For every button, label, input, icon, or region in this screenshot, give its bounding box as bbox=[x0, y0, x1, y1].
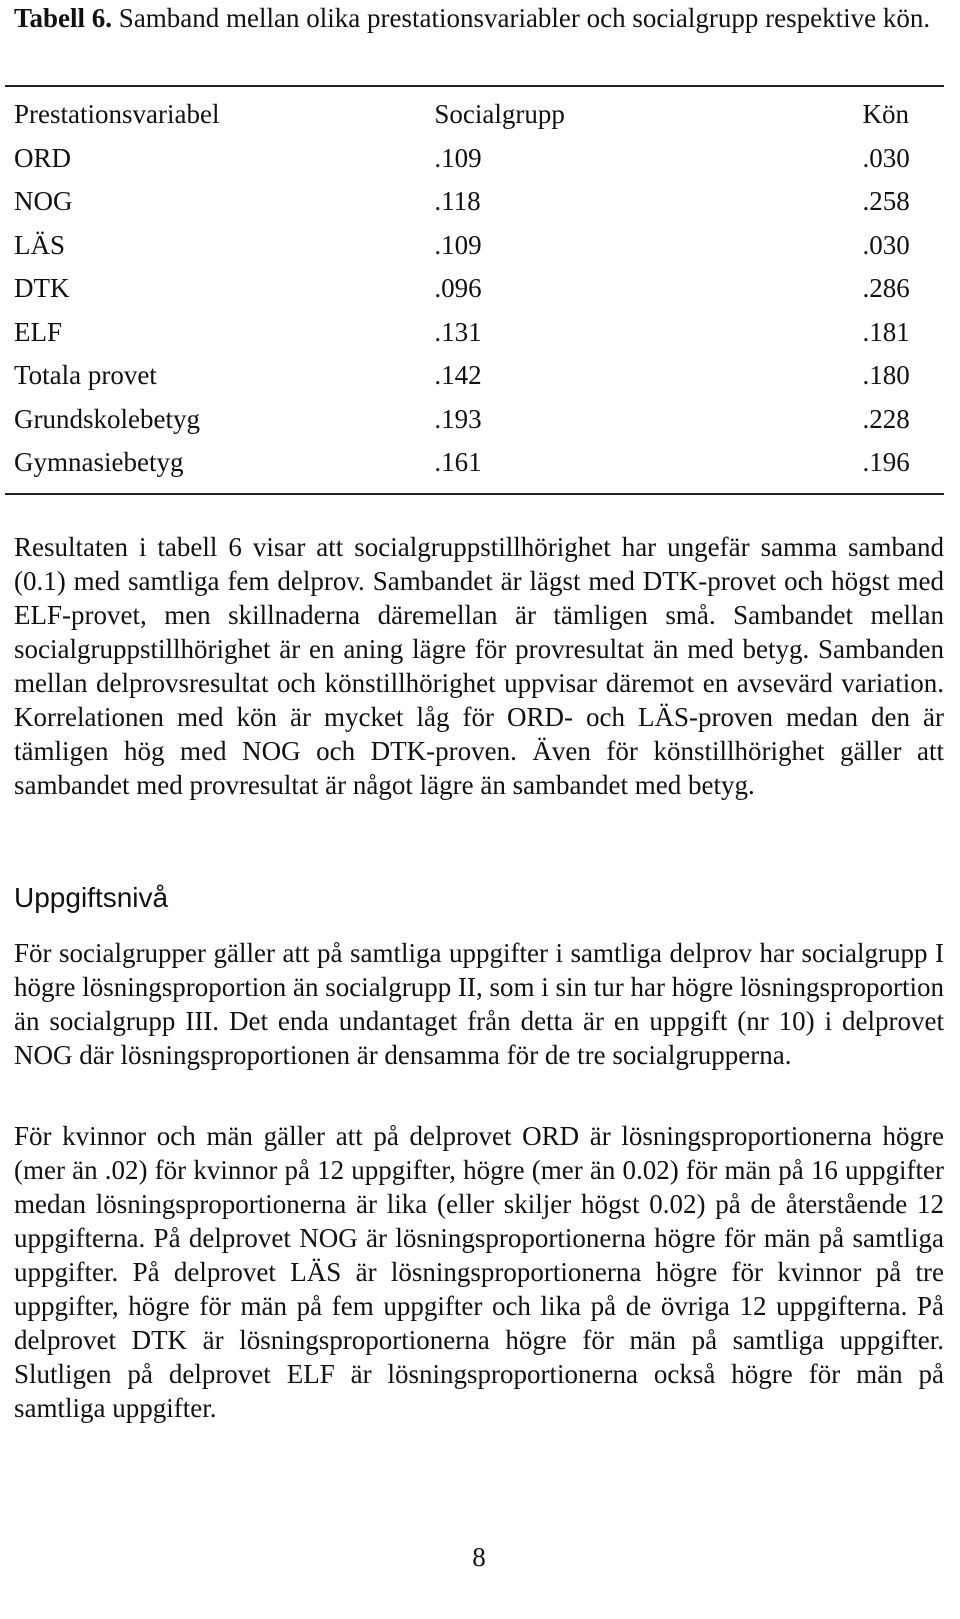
table-row bbox=[5, 354, 944, 398]
table-caption bbox=[14, 0, 944, 36]
table-cell: .228 bbox=[862, 403, 910, 434]
table-cell: NOG bbox=[14, 186, 73, 216]
page-number: 8 bbox=[472, 1542, 486, 1572]
table-top-rule bbox=[5, 85, 944, 87]
table-cell: .196 bbox=[862, 447, 910, 477]
table-row bbox=[5, 311, 944, 355]
table-row bbox=[5, 224, 944, 268]
table-cell: .030 bbox=[862, 142, 910, 173]
table-cell: .193 bbox=[434, 403, 482, 434]
table-cell: .096 bbox=[434, 273, 482, 303]
data-table bbox=[5, 93, 944, 485]
table-row bbox=[5, 137, 944, 181]
table-bottom-rule bbox=[5, 493, 944, 495]
table-cell: .109 bbox=[434, 142, 482, 173]
table-cell: ELF bbox=[14, 316, 63, 347]
table-cell: .286 bbox=[862, 273, 910, 303]
table-row bbox=[5, 441, 944, 485]
table-cell: Totala provet bbox=[14, 360, 157, 390]
table-row bbox=[5, 180, 944, 224]
table-cell: Grundskolebetyg bbox=[14, 403, 200, 434]
column-header: Socialgrupp bbox=[434, 99, 565, 129]
section-heading: Uppgiftsnivå bbox=[14, 882, 169, 913]
table-cell: .161 bbox=[434, 447, 482, 477]
table-cell: .180 bbox=[862, 360, 910, 390]
table-row bbox=[5, 398, 944, 442]
table-cell: .131 bbox=[434, 316, 482, 347]
paragraph-socialgroups: För socialgrupper gäller att på samtliga uppgifter i samtliga delprov har socialgrupp I högre lösningsproportion än socialgrupp II, som i sin tur har högre lösningsproportion än socialgrupp III. Det enda undantaget från detta är en uppgift (nr 10) i delprovet NOG där lösningsproportionen är densamma för de tre socialgrupperna. bbox=[14, 938, 944, 1070]
table-header-row bbox=[5, 93, 944, 137]
data-table-container bbox=[5, 85, 944, 495]
column-header: Prestationsvariabel bbox=[14, 99, 220, 129]
table-cell: DTK bbox=[14, 273, 70, 303]
table-cell: Gymnasiebetyg bbox=[14, 447, 184, 477]
table-cell: .030 bbox=[862, 229, 910, 260]
table-row bbox=[5, 267, 944, 311]
table-cell: ORD bbox=[14, 142, 72, 173]
table-cell: .118 bbox=[434, 186, 481, 216]
table-caption-text: Samband mellan olika prestationsvariabler och socialgrupp respektive kön. bbox=[118, 3, 931, 33]
table-cell: .258 bbox=[862, 186, 910, 216]
table-cell: .142 bbox=[434, 360, 482, 390]
table-cell: LÄS bbox=[14, 229, 66, 260]
column-header: Kön bbox=[862, 99, 909, 129]
table-caption-label: Tabell 6. bbox=[14, 3, 113, 33]
paragraph-results: Resultaten i tabell 6 visar att socialgruppstillhörighet har ungefär samma samband (0.1) med samtliga fem delprov. Sambandet är lägst med DTK-provet och högst med ELF-provet, men skillnaderna däremellan är tämligen små. Sambandet mellan socialgruppstillhörighet är en aning lägre för provresultat än med betyg. Sambanden mellan delprovsresultat och könstillhörighet uppvisar däremot en avsevärd variation. Korrelationen med kön är mycket låg för ORD- och LÄS-proven medan den är tämligen hög med NOG och DTK-proven. Även för könstillhörighet gäller att sambandet med provresultat är något lägre än sambandet med betyg. bbox=[14, 532, 944, 800]
paragraph-gender: För kvinnor och män gäller att på delprovet ORD är lösningsproportionerna högre (mer än .02) för kvinnor på 12 uppgifter, högre (mer än 0.02) för män på 16 uppgifter medan lösningsproportionerna är lika (eller skiljer högst 0.02) på de återstående 12 uppgifterna. På delprovet NOG är lösningsproportionerna högre för män på samtliga uppgifter. På delprovet LÄS är lösningsproportionerna högre för kvinnor på tre uppgifter, högre för män på fem uppgifter och lika på de övriga 12 uppgifterna. På delprovet DTK är lösningsproportionerna högre för män på samtliga uppgifter. Slutligen på delprovet ELF är lösningsproportionerna också högre för män på samtliga uppgifter. bbox=[14, 1121, 944, 1423]
table-cell: .181 bbox=[862, 316, 910, 347]
table-cell: .109 bbox=[434, 229, 482, 260]
